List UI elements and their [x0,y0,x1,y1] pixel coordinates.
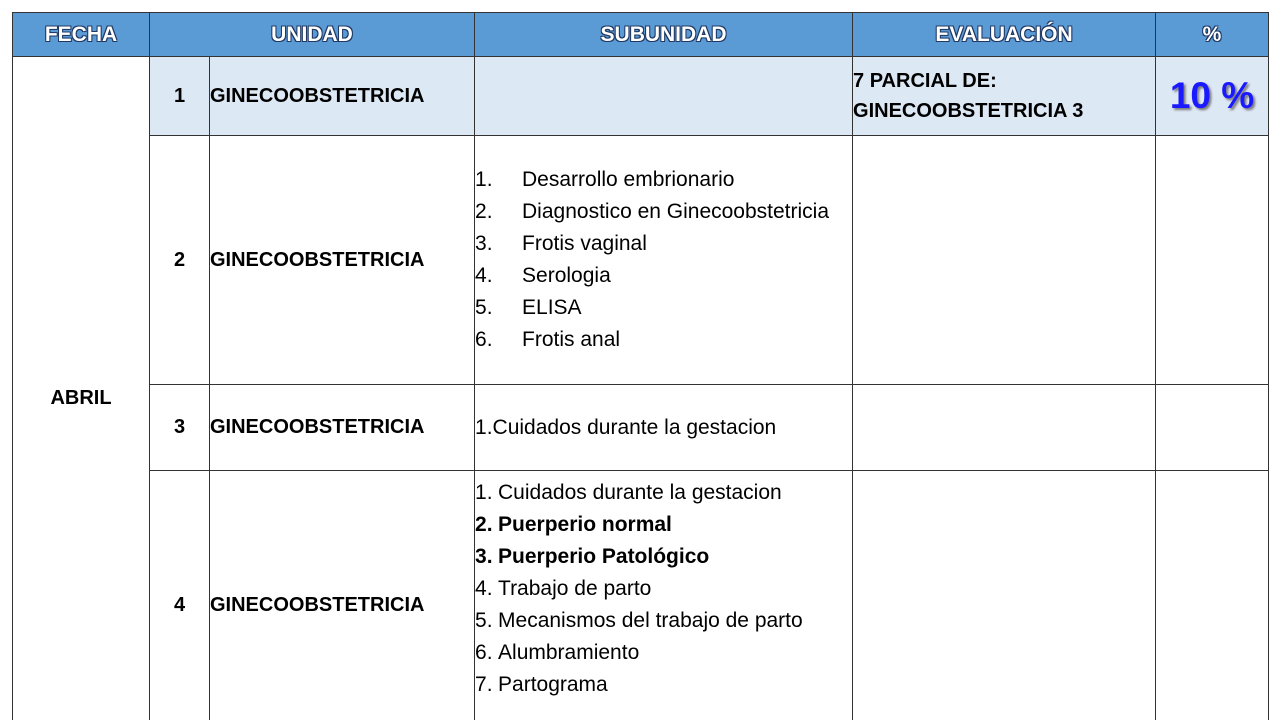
fecha-cell: ABRIL [13,57,150,720]
subunidad-cell [475,385,853,471]
unidad-cell: GINECOOBSTETRICIA [210,136,475,385]
header-fecha: FECHA [13,13,150,57]
subunidad-list [475,477,852,701]
table-row [13,136,1269,385]
list-item: 2. Diagnostico en Ginecoobstetricia [475,200,830,223]
schedule-table [12,12,1269,720]
subunidad-text: 1.Cuidados durante la gestacion [475,415,777,439]
evaluacion-cell [853,136,1156,385]
row-number: 3 [150,385,210,471]
evaluacion-line: 7 PARCIAL DE: [853,70,997,92]
unidad-cell: GINECOOBSTETRICIA [210,385,475,471]
list-item: 5. ELISA [475,296,582,319]
list-item: 5. Mecanismos del trabajo de parto [475,609,803,632]
row-number: 2 [150,136,210,385]
evaluacion-line: GINECOOBSTETRICIA 3 [853,100,1084,122]
porcentaje-cell [1156,136,1269,385]
row-number: 4 [150,471,210,720]
list-item: 4. Trabajo de parto [475,577,652,600]
evaluacion-cell [853,471,1156,720]
list-item: 2. Puerperio normal [475,513,672,536]
row-number: 1 [150,57,210,136]
evaluacion-cell [853,385,1156,471]
porcentaje-value: 10 % [1169,75,1255,116]
porcentaje-cell [1156,385,1269,471]
header-unidad: UNIDAD [150,13,475,57]
table-row [13,385,1269,471]
evaluacion-cell [853,57,1156,136]
subunidad-cell [475,57,853,136]
subunidad-list [475,164,852,356]
subunidad-cell [475,471,853,720]
list-item: 4. Serologia [475,264,611,287]
list-item: 1. Cuidados durante la gestacion [475,481,782,504]
list-item: 3. Frotis vaginal [475,232,647,255]
unidad-cell: GINECOOBSTETRICIA [210,471,475,720]
table-row [13,471,1269,720]
list-item: 6. Alumbramiento [475,641,640,664]
unidad-cell: GINECOOBSTETRICIA [210,57,475,136]
list-item: 6. Frotis anal [475,328,621,351]
header-porcentaje: % [1156,13,1269,57]
header-row [13,13,1269,57]
list-item: 1. Desarrollo embrionario [475,168,735,191]
porcentaje-cell [1156,57,1269,136]
header-evaluacion: EVALUACIÓN [853,13,1156,57]
subunidad-cell [475,136,853,385]
list-item: 3. Puerperio Patológico [475,545,710,568]
list-item: 7. Partograma [475,673,608,696]
header-subunidad: SUBUNIDAD [475,13,853,57]
porcentaje-cell [1156,471,1269,720]
table-row [13,57,1269,136]
